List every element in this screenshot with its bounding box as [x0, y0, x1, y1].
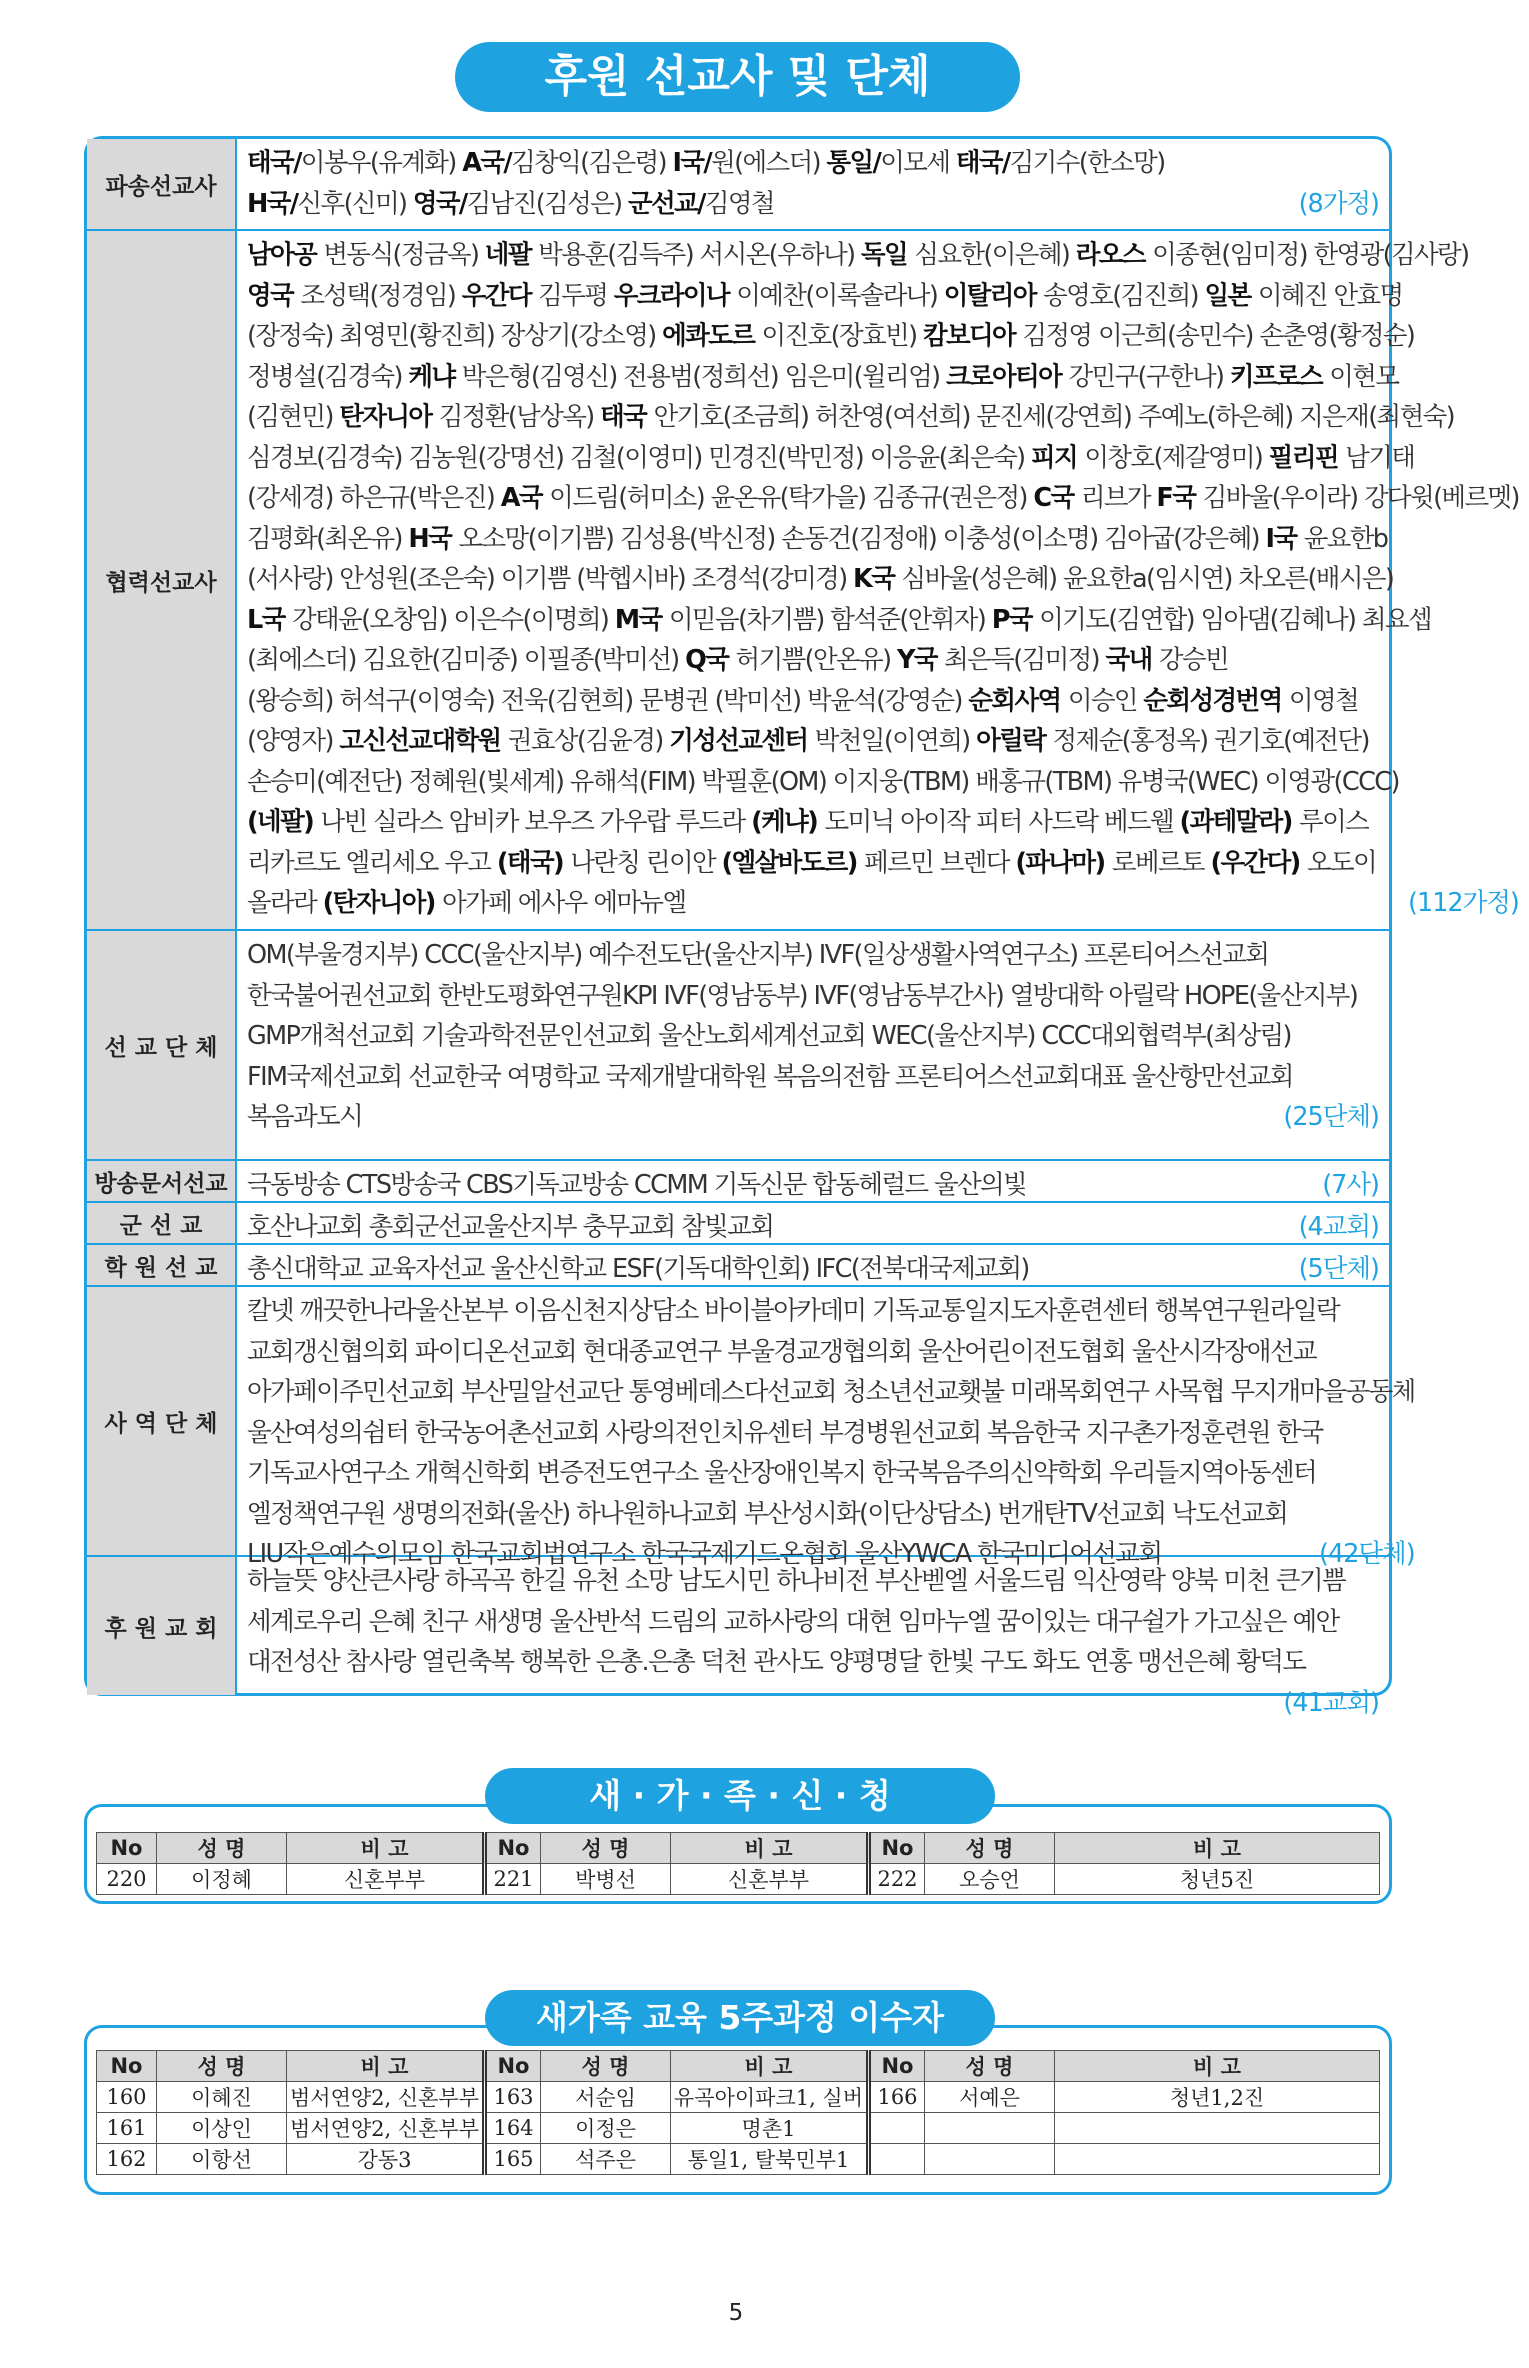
- table-row: [97, 2113, 1380, 2144]
- name-text: 강민구(구한나): [1068, 361, 1230, 392]
- name-text: 루이스: [1299, 807, 1369, 837]
- section-content: [237, 1287, 1425, 1569]
- country-label: L국: [247, 604, 292, 635]
- support-table: [84, 136, 1519, 1718]
- section-content: [237, 1557, 1389, 1718]
- content-line: [247, 478, 1519, 519]
- content-line: [247, 1453, 1415, 1494]
- country-label: F국: [1156, 483, 1203, 513]
- country-label: (케냐): [751, 807, 825, 837]
- content-line: [247, 184, 1379, 225]
- section-row: [87, 139, 1389, 231]
- content-line: [247, 640, 1519, 681]
- name-text: 김정영 이근희(송민수) 손춘영(황정순): [1022, 321, 1415, 351]
- remark: [1055, 2113, 1380, 2144]
- column-header: No: [869, 2051, 925, 2082]
- name-text: 박천일(이연희): [814, 726, 977, 756]
- section-row: [87, 231, 1519, 931]
- name-text: 대전성산 참사랑 열린축복 행복한 은총.은총 덕천 관사도 양평명달 한빛 구도 화도 연홍 맹선은혜 황덕도: [247, 1647, 1306, 1677]
- country-label: I국/: [672, 148, 712, 178]
- name-text: 나란칭 린이안: [570, 847, 722, 878]
- name-text: 남기태: [1345, 442, 1415, 473]
- content-line: [247, 559, 1519, 600]
- name-text: 허기쁨(안온유): [735, 645, 897, 675]
- row-number: [869, 2144, 925, 2175]
- name-text: 이기도(김연합) 임아댐(김혜나) 최요셉: [1039, 604, 1431, 635]
- content-line: [247, 1057, 1379, 1098]
- name-text: (왕승희) 허석구(이영숙) 전욱(김현희) 문병권 (박미선) 박윤석(강영순): [247, 685, 969, 716]
- row-number: 222: [869, 1864, 925, 1895]
- count-tag: (5단체): [1298, 1254, 1379, 1284]
- name-text: 이드림(허미소) 윤온유(탁가을) 김종규(권은정): [549, 483, 1034, 513]
- person-name: 이혜진: [157, 2082, 287, 2113]
- content-line: [247, 1332, 1415, 1373]
- row-number: 161: [97, 2113, 157, 2144]
- count-tag: (41교회): [1283, 1687, 1379, 1718]
- country-label: 우간다: [461, 280, 539, 311]
- content-line: [247, 1165, 1379, 1206]
- country-label: 캄보디아: [922, 321, 1023, 351]
- name-text: (강세경) 하은규(박은진): [247, 483, 501, 513]
- content-line: [247, 235, 1519, 276]
- name-text: 도미닉 아이작 피터 사드락 베드웰: [824, 807, 1180, 837]
- country-label: 라오스: [1075, 240, 1153, 270]
- content-line: [247, 802, 1519, 843]
- name-text: 윤요한b: [1303, 523, 1388, 554]
- section-label: 후 원 교 회: [87, 1557, 237, 1695]
- name-text: 손승미(예전단) 정혜원(빛세계) 유해석(FIM) 박필훈(OM) 이지웅(TBM) 배홍규(TBM) 유병국(WEC) 이영광(CCC): [247, 766, 1399, 797]
- country-label: 남아공: [247, 240, 324, 270]
- name-text: 복음과도시: [247, 1102, 363, 1132]
- country-label: (네팔): [247, 807, 321, 837]
- name-text: 김정환(남상옥): [438, 402, 601, 432]
- content-line: [247, 1016, 1379, 1057]
- name-text: 박은형(김영신) 전용범(정희선) 임은미(윌리엄): [461, 361, 946, 392]
- column-header: 성 명: [541, 1833, 671, 1864]
- section-label: 방송문서선교: [87, 1161, 237, 1201]
- remark: 신혼부부: [671, 1864, 869, 1895]
- content-line: [247, 1372, 1415, 1413]
- country-label: 일본: [1204, 280, 1258, 311]
- name-text: 울산여성의쉼터 한국농어촌선교회 사랑의전인치유센터 부경병원선교회 복음한국 지구촌가정훈련원 한국: [247, 1417, 1323, 1448]
- count-tag: (4교회): [1298, 1212, 1379, 1242]
- section-label: 학 원 선 교: [87, 1245, 237, 1285]
- row-number: 164: [485, 2113, 541, 2144]
- name-text: 강태윤(오창임) 이은수(이명희): [291, 604, 615, 635]
- remark: 청년5진: [1055, 1864, 1380, 1895]
- course-table: [96, 2050, 1380, 2175]
- country-label: 통일/: [826, 148, 881, 178]
- section-row: [87, 1245, 1389, 1287]
- column-header: No: [485, 1833, 541, 1864]
- name-text: 이창호(제갈영미): [1084, 442, 1269, 473]
- row-number: 163: [485, 2082, 541, 2113]
- country-label: H국/: [247, 188, 298, 219]
- country-label: 태국: [600, 402, 654, 432]
- content-line: [247, 1602, 1379, 1643]
- content-line: [247, 1413, 1415, 1454]
- table-header-row: [97, 2051, 1380, 2082]
- new-family-table: [96, 1832, 1380, 1895]
- country-label: I국: [1265, 523, 1304, 554]
- country-label: 순회성경번역: [1143, 685, 1289, 716]
- country-label: (과테말라): [1179, 807, 1300, 837]
- name-text: 이승인: [1067, 685, 1144, 716]
- column-header: 비 고: [1055, 1833, 1380, 1864]
- remark: [1055, 2144, 1380, 2175]
- row-number: 166: [869, 2082, 925, 2113]
- table-row: [97, 2144, 1380, 2175]
- content-line: [247, 143, 1379, 184]
- row-number: 220: [97, 1864, 157, 1895]
- country-label: 아릴락: [976, 726, 1053, 756]
- column-header: 비 고: [287, 1833, 485, 1864]
- name-text: 김바울(우이라) 강다윗(베르멧): [1202, 483, 1519, 513]
- name-text: 정병설(김경숙): [247, 361, 409, 392]
- country-label: 네팔: [484, 240, 539, 270]
- name-text: 교회갱신협의회 파이디온선교회 현대종교연구 부울경교갱협의회 울산어린이전도협회 울산시각장애선교: [247, 1336, 1317, 1367]
- count-tag: (25단체): [1283, 1102, 1379, 1132]
- name-text: 김평화(최온유): [247, 523, 409, 554]
- content-line: [247, 1097, 1379, 1138]
- column-header: 비 고: [287, 2051, 485, 2082]
- table-header-row: [97, 1833, 1380, 1864]
- content-line: [247, 1561, 1379, 1602]
- row-number: [869, 2113, 925, 2144]
- person-name: 서예은: [925, 2082, 1055, 2113]
- content-line: [247, 721, 1519, 762]
- name-text: 호산나교회 총회군선교울산지부 충무교회 참빛교회: [247, 1212, 774, 1242]
- column-header: 성 명: [541, 2051, 671, 2082]
- name-text: LIU작은예수의모임 한국교회법연구소 한국국제기드온협회 울산YWCA 한국미디어선교회: [247, 1539, 1162, 1569]
- remark: 신혼부부: [287, 1864, 485, 1895]
- person-name: 이항선: [157, 2144, 287, 2175]
- remark: 유곡아이파크1, 실버: [671, 2082, 869, 2113]
- name-text: 올라라: [247, 888, 323, 918]
- name-text: 이믿음(차기쁨) 함석준(안휘자): [668, 604, 992, 635]
- name-text: 엘정책연구원 생명의전화(울산) 하나원하나교회 부산성시화(이단상담소) 번개탄TV선교회 낙도선교회: [247, 1498, 1288, 1529]
- column-header: 성 명: [925, 1833, 1055, 1864]
- name-text: 김영철: [704, 188, 774, 219]
- content-line: [247, 883, 1519, 924]
- section-row: [87, 931, 1389, 1161]
- content-line: [247, 276, 1519, 317]
- country-label: P국: [991, 604, 1040, 635]
- content-line: [247, 843, 1519, 884]
- table-row: [97, 1864, 1380, 1895]
- person-name: 이상인: [157, 2113, 287, 2144]
- section-label: 사 역 단 체: [87, 1287, 237, 1555]
- country-label: (태국): [496, 847, 571, 878]
- name-text: 송영호(김진희): [1043, 280, 1205, 311]
- country-label: Q국: [685, 645, 736, 675]
- row-number: 165: [485, 2144, 541, 2175]
- name-text: 김남진(김성은): [466, 188, 629, 219]
- person-name: [925, 2144, 1055, 2175]
- person-name: 오승언: [925, 1864, 1055, 1895]
- name-text: 총신대학교 교육자선교 울산신학교 ESF(기독대학인회) IFC(전북대국제교회): [247, 1254, 1029, 1284]
- name-text: (양영자): [247, 726, 340, 756]
- country-label: 피지: [1030, 442, 1085, 473]
- name-text: 김창익(김은령): [511, 148, 673, 178]
- content-line: [247, 1494, 1415, 1535]
- name-text: GMP개척선교회 기술과학전문인선교회 울산노회세계선교회 WEC(울산지부) CCC대외협력부(최상림): [247, 1021, 1291, 1051]
- content-line: [247, 600, 1519, 641]
- remark: 강동3: [287, 2144, 485, 2175]
- row-number: 221: [485, 1864, 541, 1895]
- content-line: [247, 1207, 1379, 1248]
- column-header: No: [485, 2051, 541, 2082]
- name-text: 페르민 브렌다: [864, 847, 1016, 878]
- table-row: [97, 2082, 1380, 2113]
- name-text: 정제순(홍정옥) 권기호(예전단): [1052, 726, 1369, 756]
- remark: 명촌1: [671, 2113, 869, 2144]
- row-number: 162: [97, 2144, 157, 2175]
- person-name: 서순임: [541, 2082, 671, 2113]
- country-label: Y국: [896, 645, 945, 675]
- person-name: 박병선: [541, 1864, 671, 1895]
- column-header: No: [97, 2051, 157, 2082]
- name-text: (김현민): [247, 402, 340, 432]
- content-line: [247, 1291, 1415, 1332]
- name-text: 한국불어권선교회 한반도평화연구원KPI IVF(영남동부) IVF(영남동부간사) 열방대학 아릴락 HOPE(울산지부): [247, 980, 1358, 1011]
- name-text: 아가페 에사우 에마뉴엘: [442, 888, 686, 918]
- content-line: [247, 397, 1519, 438]
- name-text: 심바울(성은혜) 윤요한a(임시연) 차오른(배시은): [901, 564, 1394, 594]
- name-text: 칼넷 깨끗한나라울산본부 이음신천지상담소 바이블아카데미 기독교통일지도자훈련센터 행복연구원라일락: [247, 1296, 1340, 1326]
- name-text: 오도이: [1306, 847, 1377, 878]
- country-label: 기성선교센터: [669, 726, 815, 756]
- section-label: 군 선 교: [87, 1203, 237, 1243]
- count-tag: (112가정): [1408, 888, 1519, 918]
- name-text: 박용훈(김득주) 서시온(우하나): [538, 240, 861, 270]
- person-name: 이정은: [541, 2113, 671, 2144]
- column-header: No: [97, 1833, 157, 1864]
- country-label: 영국: [247, 280, 301, 311]
- country-label: 크로아티아: [945, 361, 1069, 392]
- name-text: 이봉우(유계화): [300, 148, 463, 178]
- section-content: [237, 139, 1389, 229]
- section-content: [237, 1161, 1389, 1201]
- country-label: 순회사역: [968, 685, 1068, 716]
- person-name: 이정혜: [157, 1864, 287, 1895]
- column-header: 비 고: [671, 1833, 869, 1864]
- name-text: 권효상(김윤경): [507, 726, 670, 756]
- name-text: 심요한(이은혜): [914, 240, 1076, 270]
- name-text: 강승빈: [1158, 645, 1228, 675]
- section-row: [87, 1161, 1389, 1203]
- section-label: 파송선교사: [87, 139, 237, 229]
- country-label: A국/: [462, 148, 512, 178]
- name-text: 이모세: [880, 148, 956, 178]
- remark: 청년1,2진: [1055, 2082, 1380, 2113]
- content-line: [247, 316, 1519, 357]
- country-label: H국: [408, 523, 459, 554]
- name-text: (장정숙) 최영민(황진희) 장상기(강소영): [247, 321, 663, 351]
- name-text: 리카르도 엘리세오 우고: [247, 847, 497, 878]
- content-line: [247, 1249, 1379, 1290]
- remark: 통일1, 탈북민부1: [671, 2144, 869, 2175]
- name-text: 리브가: [1080, 483, 1157, 513]
- country-label: 에콰도르: [662, 321, 762, 351]
- country-label: (엘살바도르): [721, 847, 865, 878]
- section-content: [237, 1203, 1389, 1243]
- name-text: 오소망(이기쁨) 김성용(박신정) 손동건(김정애) 이충성(이소명) 김아굽(강은혜): [458, 523, 1266, 554]
- person-name: 석주은: [541, 2144, 671, 2175]
- country-label: (탄자니아): [322, 888, 443, 918]
- count-tag: (8가정): [1298, 188, 1379, 219]
- content-line: [247, 519, 1519, 560]
- column-header: 비 고: [1055, 2051, 1380, 2082]
- country-label: 케냐: [408, 361, 462, 392]
- country-label: 고신선교대학원: [339, 726, 508, 756]
- country-label: A국: [500, 483, 550, 513]
- name-text: 이현모: [1329, 361, 1399, 392]
- column-header: 성 명: [157, 2051, 287, 2082]
- section-row: [87, 1557, 1389, 1718]
- page-number: 5: [728, 2300, 744, 2326]
- name-text: 로베르토: [1111, 847, 1211, 878]
- content-line: [247, 762, 1519, 803]
- country-label: 군선교/: [628, 188, 705, 219]
- country-label: C국: [1033, 483, 1081, 513]
- name-text: 심경보(김경숙) 김농원(강명선) 김철(이영미) 민경진(박민정) 이응윤(최은숙): [247, 442, 1031, 473]
- country-label: 필리핀: [1268, 442, 1346, 473]
- content-line: [247, 357, 1519, 398]
- content-line: [247, 935, 1379, 976]
- country-label: 국내: [1105, 645, 1159, 675]
- name-text: 세계로우리 은혜 친구 새생명 울산반석 드림의 교하사랑의 대현 임마누엘 꿈이있는 대구쉴가 가고싶은 예안: [247, 1606, 1339, 1637]
- content-line: [247, 976, 1379, 1017]
- country-label: 영국/: [412, 188, 467, 219]
- column-header: 성 명: [157, 1833, 287, 1864]
- name-text: (서사랑) 안성원(조은숙) 이기쁨 (박헵시바) 조경석(강미경): [247, 564, 854, 594]
- section-row: [87, 1287, 1415, 1569]
- country-label: 탄자니아: [339, 402, 439, 432]
- name-text: 나빈 실라스 암비카 보우즈 가우랍 루드라: [320, 807, 752, 837]
- name-text: 조성택(정경임): [300, 280, 462, 311]
- remark: 범서연양2, 신혼부부: [287, 2082, 485, 2113]
- new-family-title: 새 · 가 · 족 · 신 · 청: [485, 1768, 995, 1824]
- country-label: (파나마): [1015, 847, 1112, 878]
- country-label: 우크라이나: [613, 280, 737, 311]
- country-label: 태국/: [955, 148, 1010, 178]
- count-tag: (7사): [1322, 1170, 1379, 1200]
- country-label: M국: [614, 604, 669, 635]
- name-text: 이예찬(이록솔라나): [736, 280, 944, 311]
- name-text: (최에스더) 김요한(김미중) 이필종(박미선): [247, 645, 686, 675]
- country-label: 태국/: [247, 148, 301, 178]
- name-text: 변동식(정금옥): [323, 240, 485, 270]
- section-content: [237, 931, 1389, 1159]
- content-line: [247, 1642, 1379, 1718]
- count-tag: (42단체): [1319, 1539, 1415, 1569]
- person-name: [925, 2113, 1055, 2144]
- country-label: 키프로스: [1229, 361, 1330, 392]
- remark: 범서연양2, 신혼부부: [287, 2113, 485, 2144]
- page-title: 후원 선교사 및 단체: [455, 42, 1020, 112]
- name-text: 이종현(임미정) 한영광(김사랑): [1152, 240, 1469, 270]
- country-label: (우간다): [1210, 847, 1307, 878]
- name-text: 김두평: [538, 280, 614, 311]
- section-row: [87, 1203, 1389, 1245]
- row-number: 160: [97, 2082, 157, 2113]
- column-header: 성 명: [925, 2051, 1055, 2082]
- country-label: 이탈리아: [943, 280, 1044, 311]
- name-text: 하늘뜻 양산큰사랑 하곡곡 한길 유천 소망 남도시민 하나비전 부산벧엘 서울드림 익산영락 양북 미천 큰기쁨: [247, 1566, 1346, 1596]
- section-label: 협력선교사: [87, 231, 237, 929]
- name-text: 안기호(조금희) 허찬영(여선희) 문진세(강연희) 주예노(하은혜) 지은재(최현숙): [653, 402, 1454, 432]
- name-text: 최은득(김미정): [944, 645, 1106, 675]
- country-label: 독일: [860, 240, 915, 270]
- name-text: 신후(신미): [297, 188, 413, 219]
- content-line: [247, 681, 1519, 722]
- column-header: 비 고: [671, 2051, 869, 2082]
- country-label: K국: [853, 564, 902, 594]
- section-content: [237, 231, 1529, 929]
- name-text: 원(에스더): [711, 148, 827, 178]
- section-content: [237, 1245, 1389, 1285]
- name-text: 아가페이주민선교회 부산밀알선교단 통영베데스다선교회 청소년선교횃불 미래목회연구 사목협 무지개마을공동체: [247, 1377, 1415, 1407]
- name-text: 극동방송 CTS방송국 CBS기독교방송 CCMM 기독신문 합동헤럴드 울산의빛: [247, 1170, 1027, 1200]
- name-text: 기독교사연구소 개혁신학회 변증전도연구소 울산장애인복지 한국복음주의신약학회 우리들지역아동센터: [247, 1458, 1317, 1488]
- course-title: 새가족 교육 5주과정 이수자: [485, 1990, 995, 2046]
- content-line: [247, 438, 1519, 479]
- column-header: No: [869, 1833, 925, 1864]
- section-label: 선 교 단 체: [87, 931, 237, 1159]
- name-text: FIM국제선교회 선교한국 여명학교 국제개발대학원 복음의전함 프론티어스선교회대표 울산항만선교회: [247, 1061, 1293, 1092]
- name-text: 김기수(한소망): [1009, 148, 1165, 178]
- name-text: OM(부울경지부) CCC(울산지부) 예수전도단(울산지부) IVF(일상생활사역연구소) 프론티어스선교회: [247, 940, 1269, 970]
- name-text: 이진호(장효빈): [761, 321, 923, 351]
- name-text: 이혜진 안효명: [1257, 280, 1403, 311]
- name-text: 이영철: [1288, 685, 1359, 716]
